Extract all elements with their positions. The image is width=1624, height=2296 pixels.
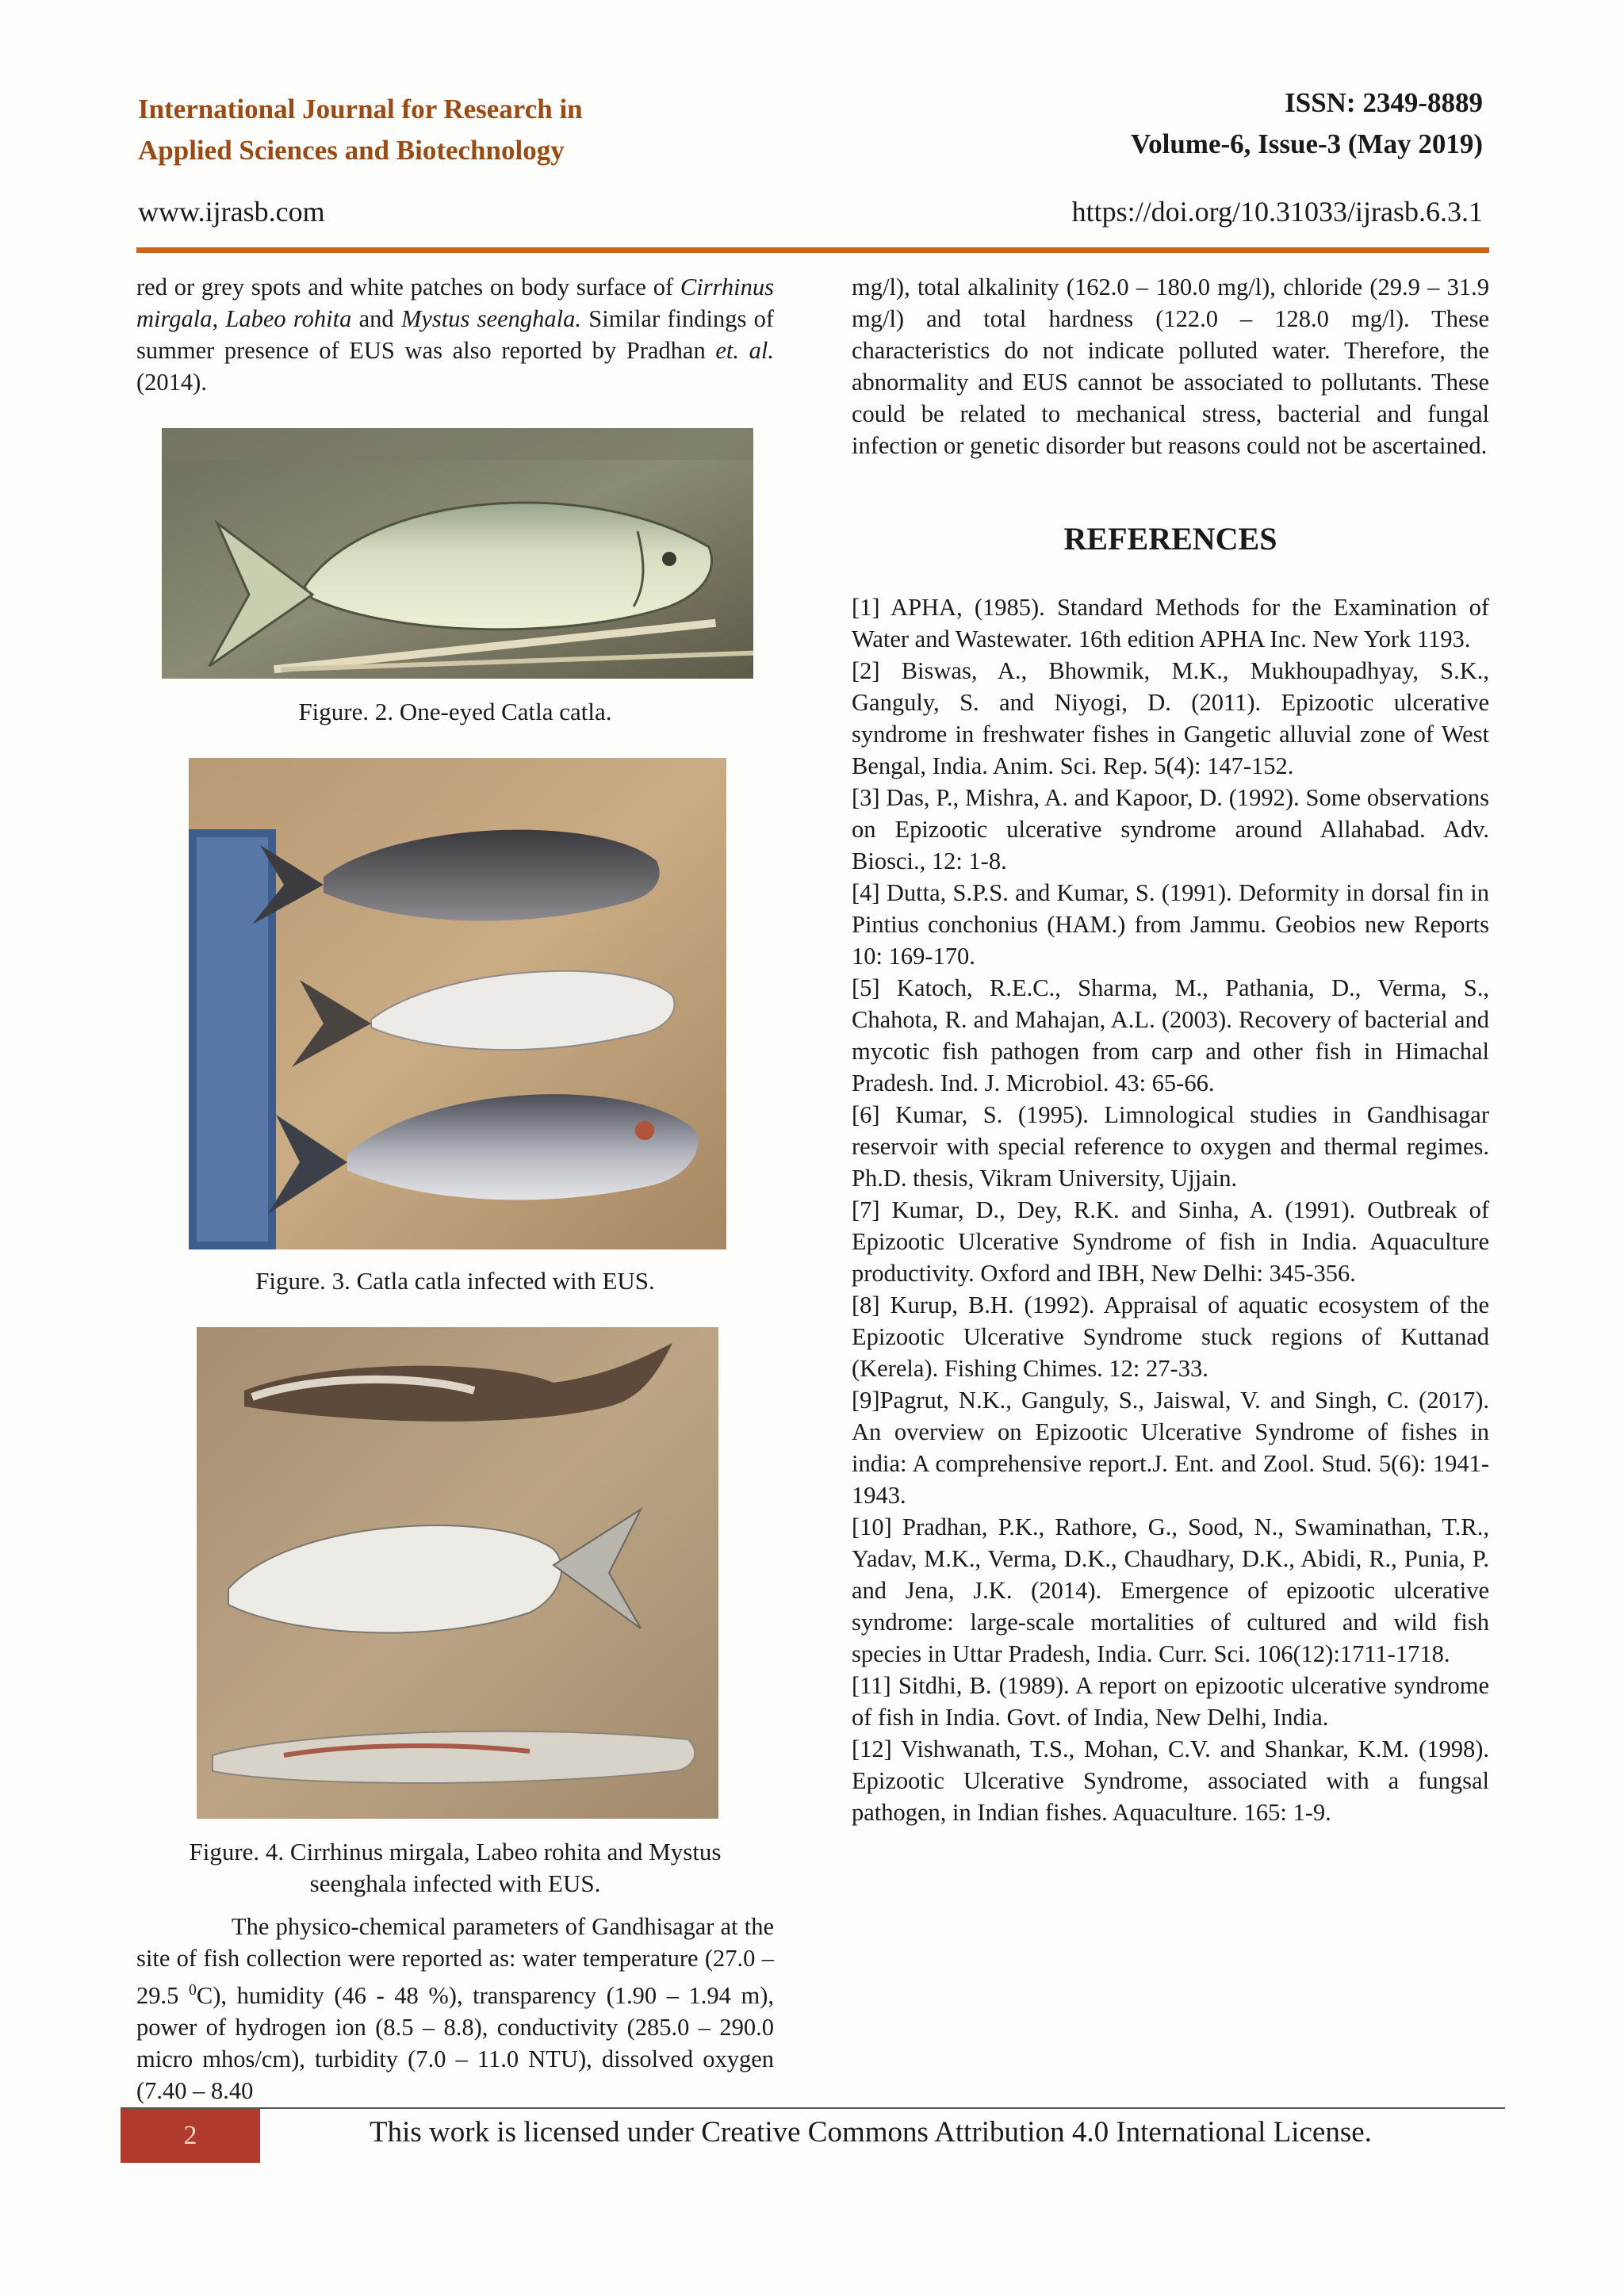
doi-link[interactable]: https://doi.org/10.31033/ijrasb.6.3.1 [1071,196,1483,228]
et-al: et. al. [715,337,774,364]
right-paragraph-1: mg/l), total alkalinity (162.0 – 180.0 mg/l), chloride (29.9 – 31.9 mg/l) and total hardness (122.0 – 128.0 mg/l). These characteristics do not indicate polluted water. Therefore, the abnormality and EUS cannot be associated to pollutants. These could be related to mechanical stress, bacterial and fungal infection or genetic disorder but reasons could not be ascertained. [852,274,1489,459]
left-paragraph-2 [136,1911,774,2107]
footer-divider [121,2107,1505,2109]
reference-item: [3] Das, P., Mishra, A. and Kapoor, D. (1992). Some observations on Epizootic ulcerative syndrome around Allahabad. Adv. Biosci., 12: 1-8. [852,784,1489,874]
degree-superscript: 0 [188,1981,197,1999]
text-span: Similar findings of summer presence of EUS was also reported by Pradhan [136,305,775,364]
issn-block [1131,82,1483,165]
journal-title [138,89,583,171]
physico-chemical-paragraph [136,1911,774,2107]
text-span: The physico-chemical parameters of Gandhisagar at the site of fish collection were reported as: water temperature (27.0 – 29.5 [136,1913,774,2010]
reference-item: [7] Kumar, D., Dey, R.K. and Sinha, A. (1991). Outbreak of Epizootic Ulcerative Syndrome of fish in India. Aquaculture productivity. Oxford and IBH, New Delhi: 345-356. [852,1196,1489,1287]
reference-item: [1] APHA, (1985). Standard Methods for the Examination of Water and Wastewater. 16th edition APHA Inc. New York 1193. [852,594,1489,652]
reference-item: [4] Dutta, S.P.S. and Kumar, S. (1991). Deformity in dorsal fin in Pintius conchonius (HAM.) from Jammu. Geobios new Reports 10: 169-170. [852,879,1489,970]
figure-2-caption: Figure. 2. One-eyed Catla catla. [298,698,612,725]
website-link[interactable]: www.ijrasb.com [138,196,325,228]
reference-item: [9]Pagrut, N.K., Ganguly, S., Jaiswal, V. and Singh, C. (2017). An overview on Epizootic Ulcerative Syndrome of fishes in india: A comprehensive report.J. Ent. and Zool. Stud. 5(6): 1941-1943. [852,1387,1489,1509]
journal-title-line2: Applied Sciences and Biotechnology [138,135,565,166]
volume-issue: Volume-6, Issue-3 (May 2019) [1131,128,1483,159]
figure-3-photo [189,758,726,1249]
species-name: Mystus seenghala. [400,305,581,332]
figure-4-caption-line2: seenghala infected with EUS. [309,1869,601,1897]
reference-item: [5] Katoch, R.E.C., Sharma, M., Pathania, D., Verma, S., Chahota, R. and Mahajan, A.L. (2003). Recovery of bacterial and mycotic fish pathogen from carp and other fish in Himachal Pradesh. Ind. J. Microbiol. 43: 65-66. [852,974,1489,1096]
figure-4-photo [197,1327,718,1819]
reference-item: [10] Pradhan, P.K., Rathore, G., Sood, N., Swaminathan, T.R., Yadav, M.K., Verma, D.K., Chaudhary, D.K., Abidi, R., Punia, P. and Jena, J.K. (2014). Emergence of epizootic ulcerative syndrome: large-scale mortalities of cultured and wild fish species in Uttar Pradesh, India. Curr. Sci. 106(12):1711-1718. [852,1513,1489,1667]
figure-4-caption [136,1836,774,1900]
text-span: red or grey spots and white patches on body surface of [136,274,674,300]
figure-4-caption-line1: Figure. 4. Cirrhinus mirgala, Labeo rohita and Mystus [189,1838,722,1866]
text-span: C), humidity (46 - 48 %), transparency (1.90 – 1.94 m), power of hydrogen ion (8.5 – 8.8), conductivity (285.0 – 290.0 micro mhos/cm), turbidity (7.0 – 11.0 NTU), dissolved oxygen (7.40 – 8.40 [136,1982,774,2105]
reference-item: [12] Vishwanath, T.S., Mohan, C.V. and Shankar, K.M. (1998). Epizootic Ulcerative Syndrome, associated with a fungsal pathogen, in Indian fishes. Aquaculture. 165: 1-9. [852,1735,1489,1826]
text-span: and [358,305,394,332]
journal-title-line1: International Journal for Research in [138,94,583,124]
figure-2-photo [162,428,753,679]
left-paragraph-1 [136,271,774,398]
references-heading: REFERENCES [1063,521,1277,557]
reference-item: [2] Biswas, A., Bhowmik, M.K., Mukhoupadhyay, S.K., Ganguly, S. and Niyogi, D. (2011). Epizootic ulcerative syndrome in freshwater fishes in Gangetic alluvial zone of West Bengal, India. Anim. Sci. Rep. 5(4): 147-152. [852,657,1489,779]
page-number: 2 [121,2109,260,2163]
figure-3-caption: Figure. 3. Catla catla infected with EUS. [255,1267,655,1295]
reference-item: [8] Kurup, B.H. (1992). Appraisal of aquatic ecosystem of the Epizootic Ulcerative Syndrome stuck regions of Kuttanad (Kerela). Fishing Chimes. 12: 27-33. [852,1292,1489,1382]
header-divider [136,247,1489,253]
text-span: (2014). [136,369,207,396]
species-name: Cirrhinus mirgala, Labeo rohita [136,274,774,332]
reference-item: [6] Kumar, S. (1995). Limnological studies in Gandhisagar reservoir with special reference to oxygen and thermal regimes. Ph.D. thesis, Vikram University, Ujjain. [852,1101,1489,1192]
issn: ISSN: 2349-8889 [1285,87,1483,118]
reference-item: [11] Sitdhi, B. (1989). A report on epizootic ulcerative syndrome of fish in India. Govt. of India, New Delhi, India. [852,1672,1489,1731]
license-notice: This work is licensed under Creative Commons Attribution 4.0 International License. [370,2116,1372,2149]
references-list [852,591,1489,1828]
